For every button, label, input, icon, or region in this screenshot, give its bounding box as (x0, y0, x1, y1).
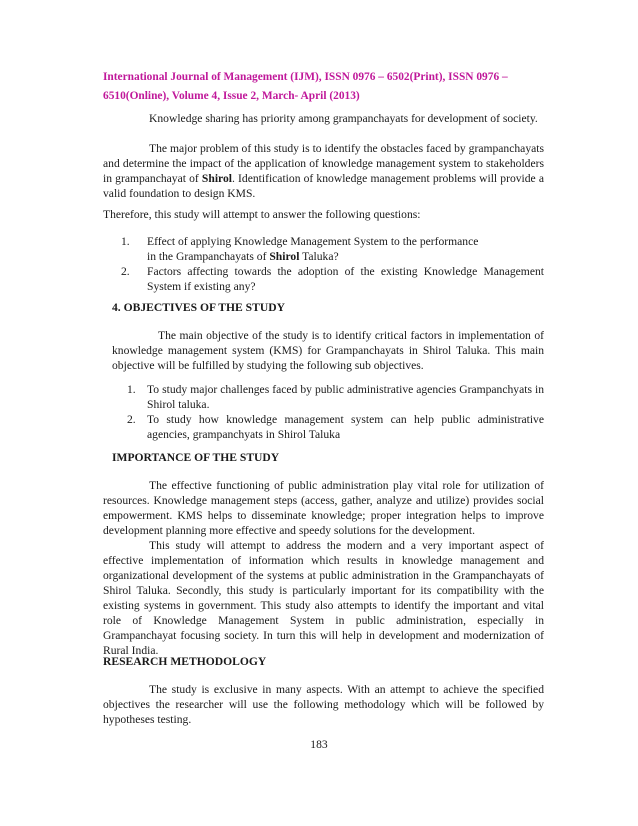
intro-paragraph-3: Therefore, this study will attempt to answer the following questions: (103, 208, 421, 221)
page-number: 183 (310, 738, 328, 751)
intro-p2-bold: Shirol (201, 172, 232, 185)
question-1-text-b: in the Grampanchayats of (147, 250, 270, 263)
objective-1-number: 1. (127, 383, 136, 396)
objective-2-number: 2. (127, 413, 136, 426)
methodology-paragraph: The study is exclusive in many aspects. With an attempt to achieve the specified objectives the researcher will use the following methodology which will be followed by hypotheses testing. (103, 683, 544, 726)
intro-p2-text-a: The major problem of this study is to identify the obstacles faced by grampanchayats and determine the impact of the application of knowledge management system to stakeholders in grampanchayat of (103, 142, 544, 185)
question-2-text: Factors affecting towards the adoption of the existing Knowledge Management System if existing any? (147, 265, 544, 293)
intro-p2-text-b: . Identification of knowledge management problems will provide a valid foundation to design KMS. (103, 172, 544, 200)
objective-2-text: To study how knowledge management system can help public administrative agencies, grampanchyats in Shirol Taluka (147, 413, 544, 441)
question-1-text (147, 234, 544, 264)
objectives-paragraph: The main objective of the study is to identify critical factors in implementation of knowledge management system (KMS) for Grampanchayats in Shirol Taluka. This main objective will be fulfilled by studying the following sub objectives. (112, 329, 544, 372)
intro-paragraph-1: Knowledge sharing has priority among grampanchayats for development of society. (149, 112, 538, 125)
question-1-number: 1. (121, 235, 130, 248)
importance-paragraph-2: This study will attempt to address the modern and a very important aspect of effective implementation of information which results in knowledge management and organizational development of the systems at public administration in the Grampanchayats of Shirol Taluka. Secondly, this study is particularly important for its compatibility with the existing systems in government. This study also attempts to identify the important and vital role of Knowledge Management System in public administration, especially in Grampanchayat focusing society. In turn this will help in development and modernization of Rural India. (103, 539, 544, 657)
journal-header-line-1: International Journal of Management (IJM), ISSN 0976 – 6502(Print), ISSN 0976 – (103, 71, 508, 83)
question-1-line-b (147, 249, 544, 264)
question-1-bold: Shirol (269, 250, 300, 263)
importance-paragraph-1: The effective functioning of public administration play vital role for utilization of resources. Knowledge management steps (access, gather, analyze and utilize) provides social empowerment. KMS helps to disseminate knowledge; proper integration helps to improve development planning more effective and speedy solutions for the development. (103, 479, 544, 537)
question-1-text-c: Taluka? (299, 250, 339, 263)
question-1-line-a: Effect of applying Knowledge Management System to the performance (147, 235, 479, 248)
objective-1-text: To study major challenges faced by public administrative agencies Grampanchyats in Shirol taluka. (147, 383, 544, 411)
journal-header-line-2: 6510(Online), Volume 4, Issue 2, March- April (2013) (103, 90, 360, 102)
intro-paragraph-2 (103, 141, 544, 201)
methodology-heading: RESEARCH METHODOLOGY (103, 655, 267, 668)
objectives-heading: 4. OBJECTIVES OF THE STUDY (112, 301, 285, 314)
journal-header (103, 68, 544, 106)
question-2-number: 2. (121, 265, 130, 278)
importance-heading: IMPORTANCE OF THE STUDY (112, 451, 280, 464)
